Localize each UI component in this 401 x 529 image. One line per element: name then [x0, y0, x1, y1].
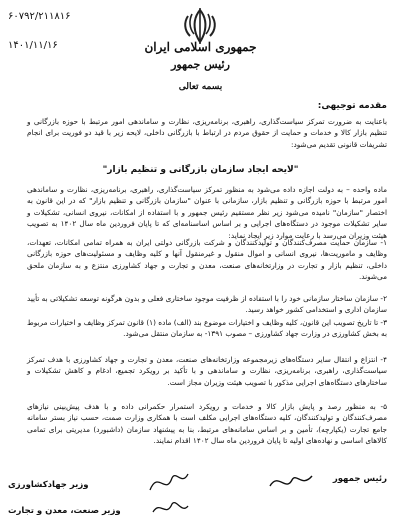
agriculture-minister-label: وزیر جهادکشاورزی	[8, 480, 89, 490]
agriculture-minister-signature	[146, 468, 190, 498]
president-title: رئیس جمهور	[171, 58, 230, 71]
paragraph: ۴- انتزاع و انتقال سایر دستگاه‌های زیرمجموعه وزارتخانه‌های صنعت، معدن و تجارت و جهاد کشاورزی با هدف تمرکز سیاست‌گذاری، راهبری، برنامه‌ریزی، نظارت و ساماندهی و با تأکید بر رویکرد تجمیع، ادغام و کاهش تشکیلات و ساختارهای دستگاه‌های اجرایی مذکور با تصویب هیئت وزیران مجاز است.	[27, 355, 387, 387]
paragraph: ۱- سازمان حمایت مصرف‌کنندگان و تولیدکنندگان و شرکت بازرگانی دولتی ایران به همراه تمامی امکانات، تعهدات، وظایف و ماموریت‌ها، نیروی انسانی و اموال منقول و غیرمنقول آنها و کلیه وظایف و مسئولیت‌های حوزه بازرگانی داخلی، تنظیم بازار و تجارت در وزارتخانه‌های صنعت، معدن و تجارت و جهاد کشاورزی منتزع و به سازمان ملحق می‌شوند.	[27, 238, 387, 282]
bill-title: "لایحه ایجاد سازمان بازرگانی و تنظیم بازار"	[102, 165, 299, 175]
reference-number: ۶۰۷۹۲/۲۱۱۸۱۶	[8, 11, 71, 22]
paragraph: ماده واحده – به دولت اجازه داده می‌شود به منظور تمرکز سیاست‌گذاری، راهبری، برنامه‌ریزی، نظارت و ساماندهی امور مرتبط با حوزه بازرگانی و تنظیم بازار، سازمانی با عنوان "سازمان بازرگانی و تنظیم بازار" که در این قانون به اختصار "سازمان" نامیده می‌شود زیر نظر مستقیم رئیس جمهور و با استفاده از امکانات، نیروی انسانی، تشکیلات و سایر تشکیلات موجود در دستگاه‌های اجرایی و بر اساس اساسنامه‌ای که تا پایان فروردین ماه سال ۱۴۰۲ به تصویب هیئت وزیران می‌رسد با رعایت موارد زیر ایجاد نماید:	[27, 185, 387, 240]
industry-minister-signature	[150, 496, 190, 522]
intro-heading: مقدمه توجیهی:	[317, 101, 387, 111]
paragraph: ۵- به منظور رصد و پایش بازار کالا و خدمات و رویکرد استمرار حکمرانی داده و با هدف پیش‌بینی نیازهای مصرف‌کنندگان و تولیدکنندگان، کلیه دستگاه‌های اجرایی مکلف است با همکاری وزارت صمت، حسب نیاز بستر سامانه جامع تجارت (یکپارچه)، تأمین و بر اساس سامانه‌های مرتبط، بنا به پیشنهاد سازمان (داشبورد) مدیریتی برای تمامی کالاهای اساسی و نهاده‌های اولیه تا پایان فروردین ماه سال ۱۴۰۲ اقدام نمایند.	[27, 402, 387, 446]
republic-title: جمهوری اسلامی ایران	[144, 40, 257, 54]
reference-date: ۱۴۰۱/۱۱/۱۶	[8, 40, 58, 51]
paragraph: ۳- تا تاریخ تصویب این قانون، کلیه وظایف و اختیارات موضوع بند (الف) ماده (۱) قانون تمرکز وظایف و اختیارات مربوط به بخش کشاورزی در وزارت جهاد کشاورزی – مصوب ۱۳۹۱- به سازمان منتقل می‌شود.	[27, 318, 387, 339]
basmala: بسمه تعالی	[178, 82, 223, 92]
president-signature	[268, 468, 314, 494]
president-signature-label: رئیس جمهور	[332, 474, 387, 484]
paragraph: ۲- سازمان ساختار سازمانی خود را با استفاده از ظرفیت موجود ساختاری فعلی و بدون هرگونه توسعه تشکیلاتی به تأیید سازمان اداری و استخدامی کشور خواهد رسید.	[27, 294, 387, 315]
industry-minister-label: وزیر صنعت، معدن و تجارت	[8, 506, 121, 516]
paragraph: باعنایت به ضرورت تمرکز سیاست‌گذاری، راهبری، برنامه‌ریزی، نظارت و ساماندهی امور مرتبط با حوزه بازرگانی و تنظیم بازار کالا و خدمات و حمایت از حقوق مردم در ارتباط با بازرگانی داخلی، لایحه زیر با قید دو فوریت برای انجام تشریفات قانونی تقدیم می‌شود:	[27, 117, 387, 149]
